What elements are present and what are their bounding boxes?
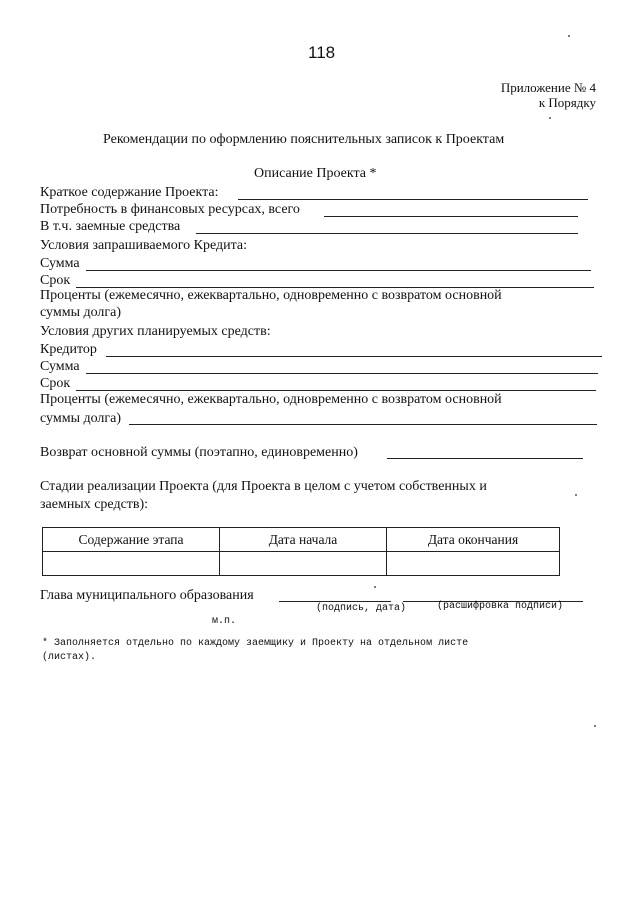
table-cell[interactable] [387,552,560,576]
scan-speck [374,586,376,588]
creditor-line[interactable] [106,356,602,357]
credit-amount-line[interactable] [86,270,591,271]
signature-decode-caption: (расшифровка подписи) [437,601,564,612]
scan-speck [594,725,596,727]
field-financing-label: Потребность в финансовых ресурсах, всего [40,202,300,217]
field-borrowed-label: В т.ч. заемные средства [40,219,181,234]
document-heading: Рекомендации по оформлению пояснительных записок к Проектам [103,132,505,147]
table-header-start-date: Дата начала [220,528,387,552]
credit-amount-label: Сумма [40,256,80,271]
principal-return-label: Возврат основной суммы (поэтапно, единовременно) [40,445,358,460]
credit-interest-label-2: суммы долга) [40,305,122,320]
scan-speck [549,117,551,119]
stages-label-2: заемных средств): [40,497,149,512]
field-summary-label: Краткое содержание Проекта: [40,185,219,200]
stamp-mark: м.п. [212,616,237,627]
field-summary-line[interactable] [238,199,588,200]
table-header-stage: Содержание этапа [43,528,220,552]
other-interest-line[interactable] [129,424,597,425]
scan-speck [575,494,577,496]
field-financing-line[interactable] [324,216,578,217]
field-borrowed-line[interactable] [196,233,578,234]
other-amount-line[interactable] [86,373,598,374]
other-interest-label-2: суммы долга) [40,411,122,426]
credit-interest-label-1: Проценты (ежемесячно, ежеквартально, одновременно с возвратом основной [40,288,502,303]
creditor-label: Кредитор [40,342,97,357]
table-row [43,552,560,576]
principal-return-line[interactable] [387,458,583,459]
footnote-line-1: * Заполняется отдельно по каждому заемщику и Проекту на отдельном листе [42,638,469,649]
page-number: 118 [308,43,336,62]
other-term-line[interactable] [76,390,596,391]
table-cell[interactable] [220,552,387,576]
scan-speck [568,35,570,37]
other-interest-label-1: Проценты (ежемесячно, ежеквартально, одновременно с возвратом основной [40,392,502,407]
table-header-end-date: Дата окончания [387,528,560,552]
signature-sign-line[interactable] [279,601,391,602]
footnote-line-2: (листах). [42,652,97,663]
document-subheading: Описание Проекта * [254,166,377,181]
signature-sign-caption: (подпись, дата) [316,603,407,614]
appendix-line-2: к Порядку [538,95,596,110]
stages-table [42,527,560,576]
table-header-row [43,528,560,552]
other-conditions-label: Условия других планируемых средств: [40,324,271,339]
appendix-line-1: Приложение № 4 [500,80,596,95]
credit-term-label: Срок [40,273,71,288]
signature-label: Глава муниципального образования [40,588,254,603]
stages-label-1: Стадии реализации Проекта (для Проекта в целом с учетом собственных и [40,479,487,494]
other-amount-label: Сумма [40,359,80,374]
other-term-label: Срок [40,376,71,391]
credit-conditions-label: Условия запрашиваемого Кредита: [40,238,247,253]
table-cell[interactable] [43,552,220,576]
